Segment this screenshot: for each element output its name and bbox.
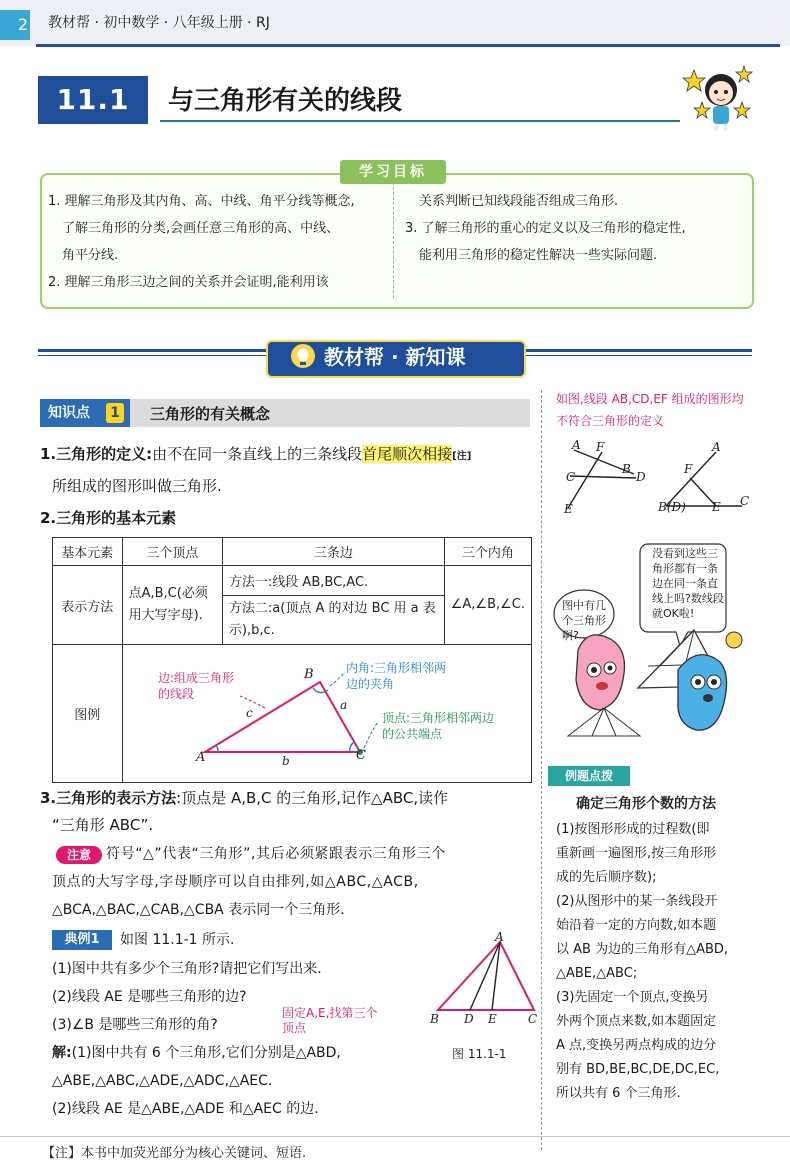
footer-note: 【注】本书中加荧光部分为核心关键词、短语. bbox=[42, 1146, 307, 1161]
side-label: a bbox=[340, 698, 348, 712]
knowledge-point-number: 1 bbox=[106, 403, 124, 423]
point-label: B bbox=[430, 1012, 439, 1026]
point-label: C bbox=[356, 748, 366, 763]
tip-line: 别有 BD,BE,BC,DE,DC,EC, bbox=[556, 1062, 720, 1077]
example-question: (2)线段 AE 是哪些三角形的边? bbox=[52, 989, 247, 1005]
definition-line2: 所组成的图形叫做三角形. bbox=[52, 477, 222, 495]
answer-label: 解: bbox=[52, 1045, 72, 1061]
angle-annotation: 内角:三角形相邻两边的夹角 bbox=[346, 661, 447, 691]
answer-line bbox=[52, 1041, 341, 1065]
side-label: c bbox=[246, 706, 253, 720]
goal-line: 1. 理解三角形及其内角、高、中线、角平分线等概念, bbox=[48, 194, 355, 209]
example-question: (3)∠B 是哪些三角形的角? bbox=[52, 1017, 218, 1033]
tip-line: 成的先后顺序数); bbox=[556, 870, 657, 885]
tip-line: (3)先固定一个顶点,变换另 bbox=[556, 990, 709, 1005]
caution-tag: 注意 bbox=[56, 846, 102, 864]
point-label: C bbox=[740, 494, 750, 508]
table-header-cell: 三个内角 bbox=[444, 538, 531, 566]
figure-caption: 图 11.1-1 bbox=[452, 1047, 507, 1061]
table-row bbox=[53, 566, 532, 596]
point-label: A bbox=[495, 930, 504, 944]
tip-line: (2)从图形中的某一条线段开 bbox=[556, 894, 718, 909]
point-label: D bbox=[464, 1012, 474, 1026]
table-figure-label: 图例 bbox=[53, 645, 123, 783]
point-label: C bbox=[528, 1012, 538, 1026]
table-cell-angles: ∠A,∠B,∠C. bbox=[444, 566, 531, 645]
goals-left-column bbox=[48, 188, 393, 296]
tip-line: 外两个顶点来数,如本题固定 bbox=[556, 1014, 717, 1029]
point-label: B(D) bbox=[658, 500, 686, 514]
tip-line: △ABE,△ABC; bbox=[556, 966, 638, 981]
mascot-girl-illustration bbox=[682, 62, 758, 132]
table-cell-sides-method1: 方法一:线段 AB,BC,AC. bbox=[222, 566, 444, 596]
tip-line: 始沿着一定的方向数,如本题 bbox=[556, 918, 717, 933]
table-row-label: 表示方法 bbox=[53, 566, 123, 645]
speech-bubble-blue: 没看到这些三角形都有一条边在同一条直线上吗?数线段就OK啦! bbox=[652, 547, 724, 620]
highlight-keyword: 首尾顺次相接 bbox=[362, 445, 453, 463]
notation-text: :顶点是 A,B,C 的三角形,记作△ABC,读作 bbox=[176, 789, 449, 807]
section-title: 与三角形有关的线段 bbox=[168, 86, 403, 116]
table-header-cell: 基本元素 bbox=[53, 538, 123, 566]
point-label: A bbox=[196, 750, 206, 765]
point-label: D bbox=[636, 470, 646, 484]
caution-line: △BCA,△BAC,△CAB,△CBA 表示同一个三角形. bbox=[52, 902, 345, 918]
goal-line: 关系判断已知线段能否组成三角形. bbox=[419, 194, 619, 209]
tip-line: 以 AB 为边的三角形有△ABD, bbox=[556, 942, 729, 957]
goal-line: 3. 了解三角形的重心的定义以及三角形的稳定性, bbox=[405, 221, 686, 236]
vertex-annotation: 顶点:三角形相邻两边的公共端点 bbox=[382, 711, 495, 741]
tip-line: 所以共有 6 个三角形. bbox=[556, 1086, 681, 1101]
section-number: 11.1 bbox=[38, 76, 148, 124]
answer-line: △ABE,△ABC,△ADE,△ADC,△AEC. bbox=[52, 1073, 273, 1089]
page-number: 2 bbox=[0, 10, 30, 40]
notation-line2: “三角形 ABC”. bbox=[52, 816, 154, 834]
example-intro: 如图 11.1-1 所示. bbox=[120, 932, 235, 948]
point-label: A bbox=[572, 438, 581, 452]
lightbulb-icon bbox=[290, 343, 316, 371]
example-question: (1)图中共有多少个三角形?请把它们写出来. bbox=[52, 961, 322, 977]
learning-goals-tab: 学习目标 bbox=[340, 160, 446, 184]
tip-title: 确定三角形个数的方法 bbox=[576, 796, 716, 812]
margin-note: 如图,线段 AB,CD,EF 组成的图形均不符合三角形的定义 bbox=[556, 392, 744, 428]
point-label: B bbox=[304, 667, 314, 682]
banner-text: 教材帮 · 新知课 bbox=[324, 345, 466, 369]
definition-line1 bbox=[40, 442, 540, 469]
footer-rule bbox=[0, 1136, 790, 1137]
point-label: B bbox=[622, 462, 631, 476]
answer-line: (2)线段 AE 是△ABE,△ADE 和△AEC 的边. bbox=[52, 1101, 319, 1117]
point-label: E bbox=[564, 502, 573, 516]
tip-line: 重新画一遍图形,按三角形形 bbox=[556, 846, 717, 861]
caution-line: 符号“△”代表“三角形”,其后必须紧跟表示三角形三个 bbox=[106, 846, 446, 862]
tip-line: (1)按图形形成的过程数(即 bbox=[556, 822, 710, 837]
knowledge-point-title: 三角形的有关概念 bbox=[150, 405, 271, 423]
point-label: A bbox=[712, 440, 721, 454]
header-rule bbox=[36, 44, 780, 47]
table-header-cell: 三条边 bbox=[222, 538, 444, 566]
goals-divider bbox=[393, 182, 394, 298]
figure-11-1-1 bbox=[428, 930, 548, 1020]
notation-label: 3.三角形的表示方法 bbox=[40, 789, 177, 807]
example-tag: 典例1 bbox=[52, 930, 112, 950]
goals-right-column bbox=[405, 188, 745, 269]
sidebar-divider bbox=[541, 390, 542, 1150]
table-header-row bbox=[53, 538, 532, 566]
table-cell-vertices: 点A,B,C(必须用大写字母). bbox=[122, 566, 222, 645]
goal-line: 了解三角形的分类,会画任意三角形的高、中线、 bbox=[62, 221, 340, 236]
notation-line1 bbox=[40, 786, 540, 810]
elements-heading: 2.三角形的基本元素 bbox=[40, 509, 177, 527]
point-label: F bbox=[684, 462, 693, 476]
point-label: F bbox=[596, 440, 605, 454]
knowledge-point-tag: 知识点 bbox=[40, 399, 130, 427]
definition-text: 由不在同一条直线上的三条线段 bbox=[152, 445, 363, 463]
point-label: E bbox=[488, 1012, 497, 1026]
speech-bubble-pink: 图中有几个三角形啊? bbox=[562, 599, 606, 642]
hint-annotation: 固定A,E,找第三个顶点 bbox=[282, 1006, 378, 1035]
non-triangle-figures bbox=[556, 438, 756, 518]
goal-line: 角平分线. bbox=[62, 248, 119, 263]
goal-line: 能利用三角形的稳定性解决一些实际问题. bbox=[419, 248, 658, 263]
edge-annotation: 边:组成三角形的线段 bbox=[158, 671, 235, 701]
definition-colon: : bbox=[146, 445, 153, 463]
point-label: C bbox=[566, 470, 576, 484]
definition-label: 1.三角形的定义 bbox=[40, 445, 147, 463]
table-header-cell: 三个顶点 bbox=[122, 538, 222, 566]
tip-body bbox=[556, 818, 756, 1106]
goal-line: 2. 理解三角形三边之间的关系并会证明,能利用该 bbox=[48, 275, 329, 290]
tip-tag: 例题点拨 bbox=[548, 766, 630, 786]
section-underline bbox=[160, 120, 680, 122]
note-mark: [注] bbox=[452, 451, 472, 462]
caution-line: 顶点的大写字母,字母顺序可以自由排列,如△ABC,△ACB, bbox=[52, 874, 419, 890]
side-label: b bbox=[282, 754, 290, 768]
book-name: 教材帮 · 初中数学 · 八年级上册 · RJ bbox=[48, 15, 270, 31]
answer-text: (1)图中共有 6 个三角形,它们分别是△ABD, bbox=[71, 1045, 341, 1061]
table-cell-sides-method2: 方法二:a(顶点 A 的对边 BC 用 a 表示),b,c. bbox=[222, 596, 444, 645]
point-label: E bbox=[712, 500, 721, 514]
tip-line: A 点,变换另两点构成的边分 bbox=[556, 1038, 717, 1053]
